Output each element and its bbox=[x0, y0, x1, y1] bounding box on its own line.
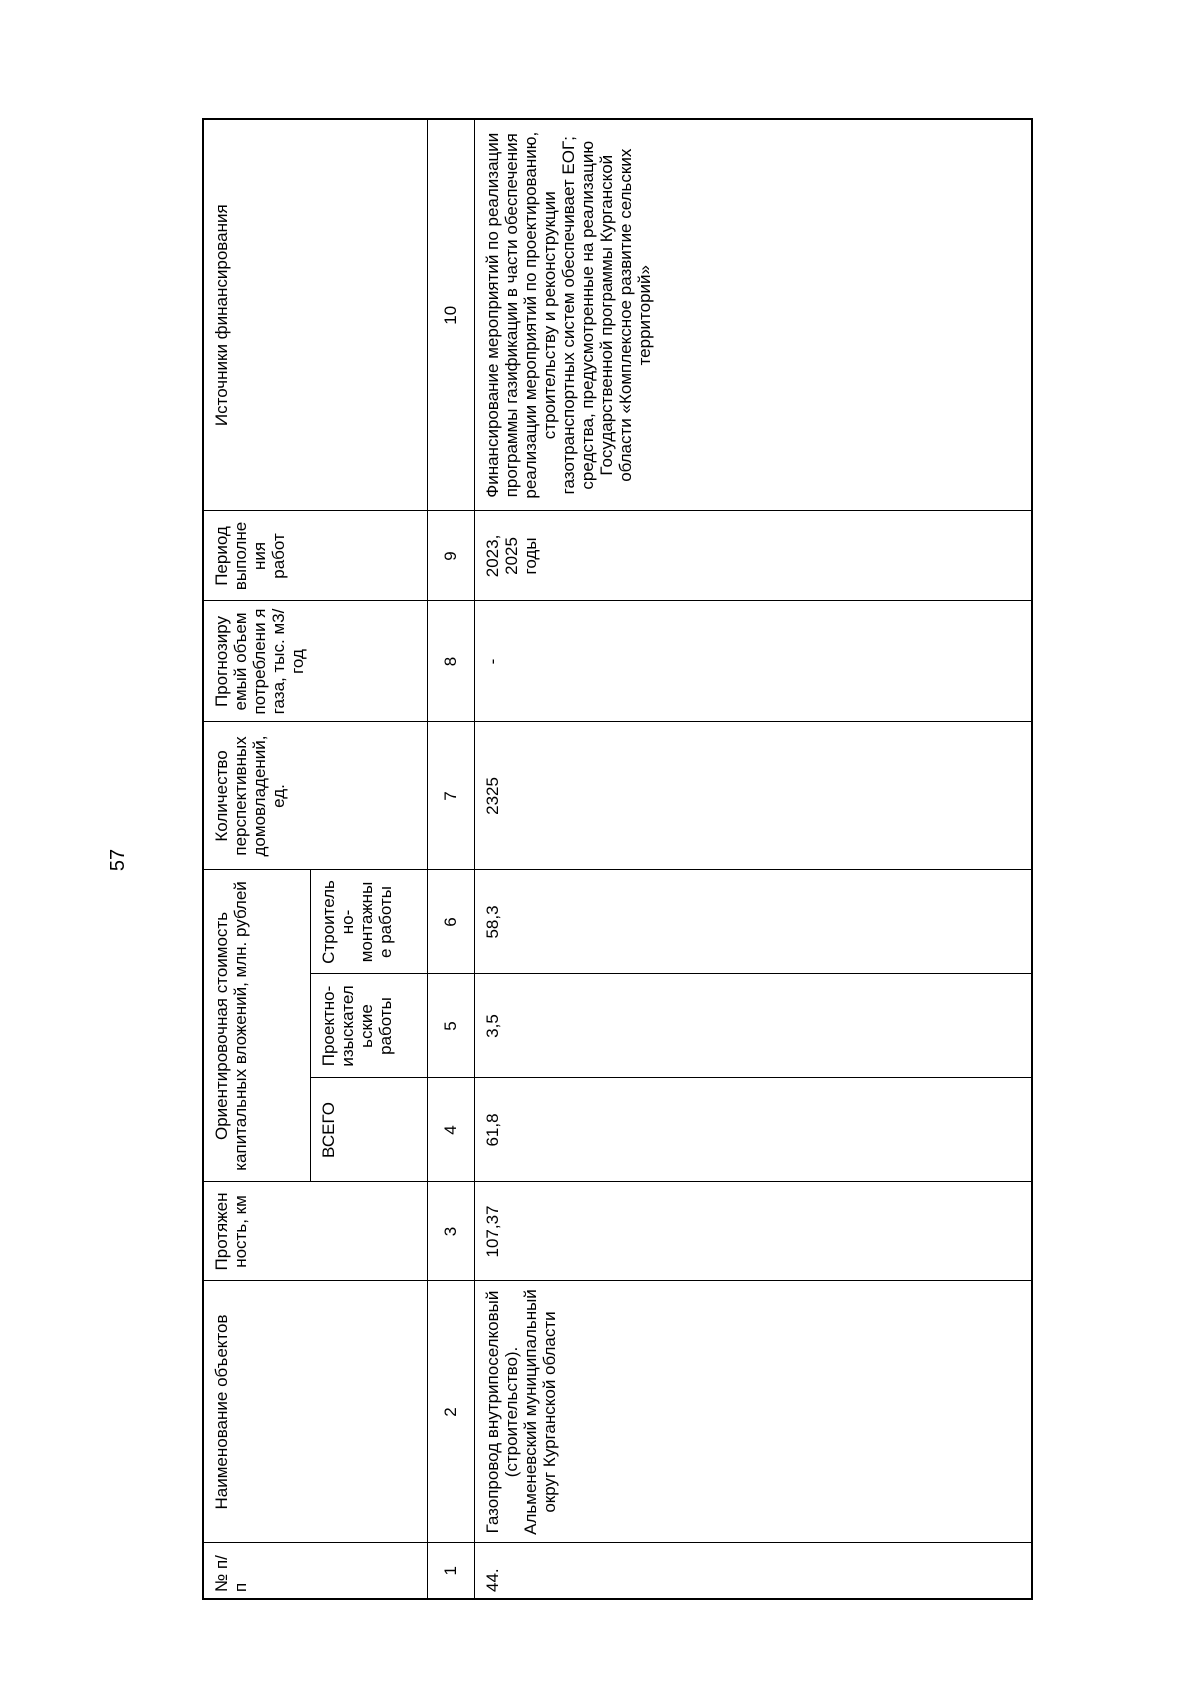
table-row bbox=[475, 119, 1033, 1599]
header-cost-group: Ориентировочная стоимость капитальных вложений, млн. рублей bbox=[203, 870, 311, 1182]
header-length: Протяжен ность, км bbox=[203, 1182, 428, 1281]
column-number: 7 bbox=[428, 722, 475, 870]
column-number: 10 bbox=[428, 119, 475, 511]
column-number: 5 bbox=[428, 974, 475, 1078]
financing-sources: Финансирование мероприятий по реализации программы газификации в части обеспечения реализации мероприятий по проектированию, строительству и реконструкции газотранспортных систем обеспечивает ЕОГ; средства, предусмотренные на реализацию Государственной программы Курганской области «Комплексное развитие сельских территорий» bbox=[475, 119, 1033, 511]
column-number: 6 bbox=[428, 870, 475, 974]
object-name: Газопровод внутрипоселковый (строительство). Альменевский муниципальный округ Курганской области bbox=[475, 1281, 1033, 1543]
header-financing: Источники финансирования bbox=[203, 119, 428, 511]
header-construction-works: Строитель но-монтажны е работы bbox=[311, 870, 428, 974]
gas-volume: - bbox=[475, 601, 1033, 722]
column-number: 2 bbox=[428, 1281, 475, 1543]
header-period: Период выполне ния работ bbox=[203, 511, 428, 601]
row-number: 44. bbox=[475, 1543, 1033, 1599]
rotated-page-content bbox=[107, 120, 1107, 1600]
header-number: № п/п bbox=[203, 1543, 428, 1599]
header-total: ВСЕГО bbox=[311, 1078, 428, 1182]
page-number: 57 bbox=[107, 848, 129, 872]
header-households: Количество перспективных домовладений, ед. bbox=[203, 722, 428, 870]
column-number: 1 bbox=[428, 1543, 475, 1599]
column-number: 4 bbox=[428, 1078, 475, 1182]
gas-objects-table bbox=[202, 118, 1033, 1600]
header-object-name: Наименование объектов bbox=[203, 1281, 428, 1543]
households-count: 2325 bbox=[475, 722, 1033, 870]
column-number: 3 bbox=[428, 1182, 475, 1281]
length-km: 107,37 bbox=[475, 1182, 1033, 1281]
cost-design: 3,5 bbox=[475, 974, 1033, 1078]
header-gas-volume: Прогнозиру емый объем потреблени я газа, тыс. м3/год bbox=[203, 601, 428, 722]
cost-total: 61,8 bbox=[475, 1078, 1033, 1182]
column-number-row bbox=[428, 119, 475, 1599]
header-design-works: Проектно-изыскател ьские работы bbox=[311, 974, 428, 1078]
column-number: 9 bbox=[428, 511, 475, 601]
cost-construction: 58,3 bbox=[475, 870, 1033, 974]
column-number: 8 bbox=[428, 601, 475, 722]
work-period: 2023, 2025 годы bbox=[475, 511, 1033, 601]
